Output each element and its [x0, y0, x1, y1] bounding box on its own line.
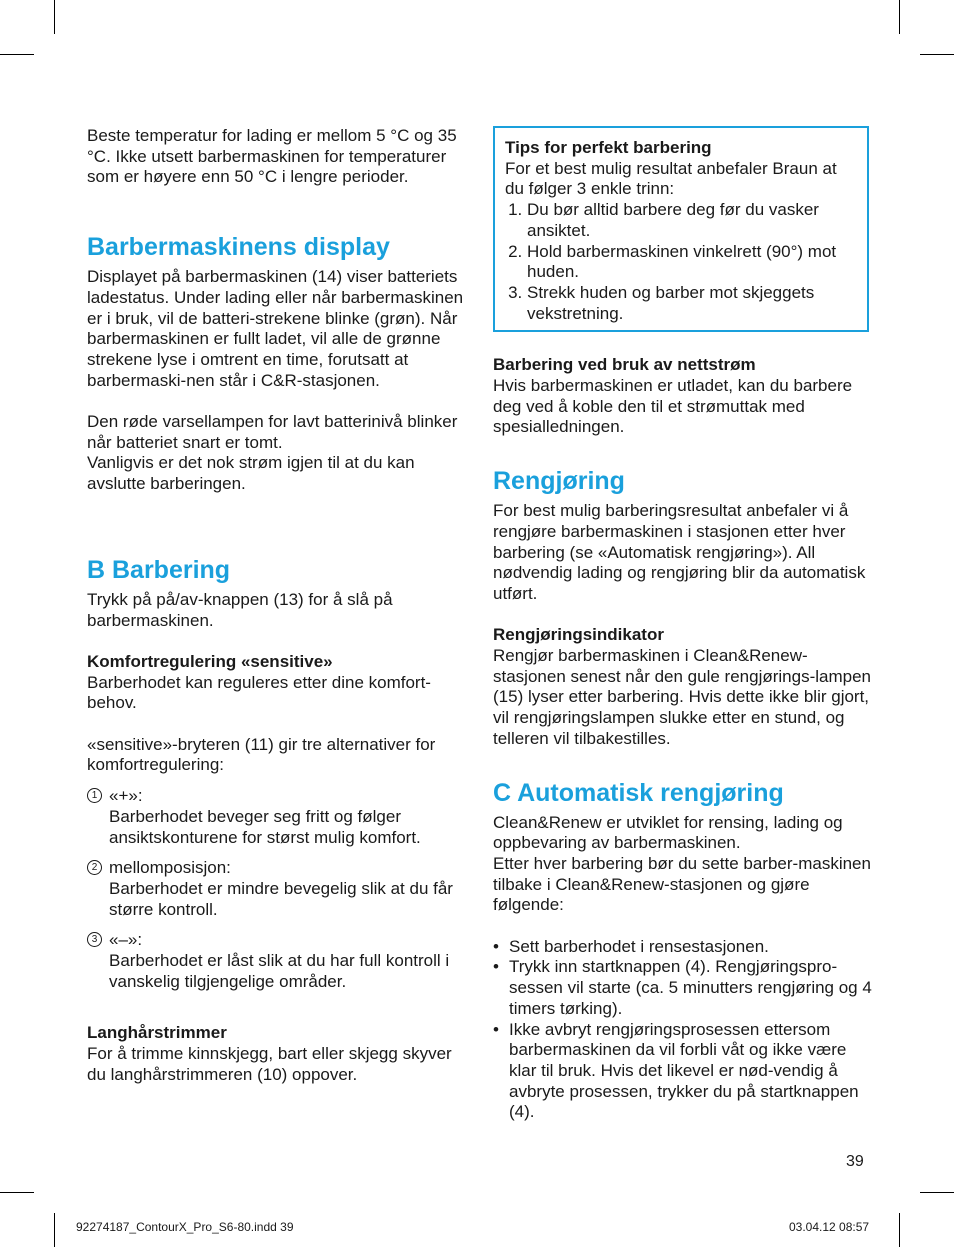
comfort-option-3: [87, 930, 467, 992]
shaving-heading: B Barbering: [87, 555, 231, 584]
trimmer-paragraph: For å trimme kinnskjegg, bart eller skjegg skyver du langhårstrimmeren (10) oppover.: [87, 1044, 452, 1084]
tip-item: 3. Strekk huden og barber mot skjeggets vekstretning.: [527, 283, 857, 324]
auto-cleaning-list: [493, 937, 873, 1123]
tip-item: 2. Hold barbermaskinen vinkelrett (90°) mot huden.: [527, 242, 857, 283]
list-item: • Ikke avbryt rengjøringsprosessen ettersom barbermaskinen da vil forbli våt og ikke være klar til bruk. Hvis det likevel er nød-vendig å avbryte prosessen, trykker du på startknappen (4).: [493, 1019, 859, 1122]
crop-mark: [920, 54, 954, 55]
footer-file: 92274187_ContourX_Pro_S6-80.indd 39: [76, 1220, 294, 1234]
left-column: [87, 126, 467, 1086]
crop-mark: [0, 54, 34, 55]
list-item: • Sett barberhodet i rensestasjonen.: [493, 936, 769, 956]
option-label: mellomposisjon:: [109, 858, 231, 878]
comfort-title: Komfortregulering «sensitive»: [87, 651, 333, 671]
intro-paragraph: Beste temperatur for lading er mellom 5 °C og 35 °C. Ikke utsett barbermaskinen for temperaturer som er høyere enn 50 °C i lengre perioder.: [87, 126, 457, 187]
crop-mark: [54, 0, 55, 34]
right-column: [493, 126, 873, 1123]
trimmer-title: Langhårstrimmer: [87, 1023, 227, 1043]
comfort-options-intro: «sensitive»-bryteren (11) gir tre alternativer for komfortregulering:: [87, 734, 436, 775]
crop-mark: [920, 1192, 954, 1193]
tips-box: [493, 126, 869, 332]
crop-mark: [54, 1213, 55, 1247]
tip-item: 1. Du bør alltid barbere deg før du vasker ansiktet.: [527, 200, 857, 241]
display-paragraph: Displayet på barbermaskinen (14) viser batteriets ladestatus. Under lading eller når barbermaskinen er i bruk, vil de batteri-strekene blinke (grøn). Når barbermaskinen er fullt ladet, vil alle de grønne strekene lyse i omtrent en time, forutsatt at barbermaski-nen står i C&R-stasjonen.: [87, 267, 464, 390]
tips-intro: For et best mulig resultat anbefaler Braun at du følger 3 enkle trinn:: [505, 158, 837, 199]
cleaning-heading: Rengjøring: [493, 467, 625, 496]
display-heading: Barbermaskinens display: [87, 233, 390, 262]
auto-cleaning-paragraph: Clean&Renew er utviklet for rensing, lading og oppbevaring av barbermaskinen.: [493, 812, 843, 853]
low-battery-paragraph: Den røde varsellampen for lavt batterinivå blinker når batteriet snart er tomt.: [87, 412, 458, 452]
indicator-paragraph: Rengjør barbermaskinen i Clean&Renew-stasjonen senest når den gule rengjørings-lampen (15) lyser etter barbering. Hvis dette ikke blir gjort, vil rengjøringslampen slukke etter en stund, og telleren vil tilbakestilles.: [493, 646, 872, 748]
footer-date: 03.04.12 08:57: [789, 1220, 870, 1234]
comfort-option-2: [87, 858, 467, 920]
auto-cleaning-instructions: Etter hver barbering bør du sette barber-maskinen tilbake i Clean&Renew-stasjonen og gjøre følgende:: [493, 853, 871, 915]
tips-title: Tips for perfekt barbering: [505, 138, 712, 157]
crop-mark: [899, 0, 900, 34]
crop-mark: [899, 1213, 900, 1247]
crop-mark: [0, 1192, 34, 1193]
mains-paragraph: Hvis barbermaskinen er utladet, kan du barbere deg ved å koble den til et strømuttak med spesialledningen.: [493, 376, 853, 437]
option-number-icon: 2: [87, 860, 102, 875]
option-number-icon: 1: [87, 788, 102, 803]
page-number: 39: [846, 1153, 864, 1170]
list-item: • Trykk inn startknappen (4). Rengjøringspro-sessen vil starte (ca. 5 minutters rengjøring og 4 timers tørking).: [493, 957, 872, 1018]
option-text: Barberhodet er mindre bevegelig slik at du får større kontroll.: [109, 878, 453, 919]
auto-cleaning-heading: C Automatisk rengjøring: [493, 778, 784, 807]
tips-list: [505, 200, 857, 324]
option-label: «+»:: [109, 786, 143, 806]
shaving-paragraph: Trykk på på/av-knappen (13) for å slå på barbermaskinen.: [87, 589, 393, 630]
option-text: Barberhodet beveger seg fritt og følger ansiktskonturene for størst mulig komfort.: [109, 806, 421, 847]
comfort-paragraph: Barberhodet kan reguleres etter dine komfort-behov.: [87, 672, 431, 713]
indicator-title: Rengjøringsindikator: [493, 625, 664, 645]
option-number-icon: 3: [87, 932, 102, 947]
mains-title: Barbering ved bruk av nettstrøm: [493, 355, 756, 375]
cleaning-paragraph: For best mulig barberingsresultat anbefaler vi å rengjøre barbermaskinen i stasjonen etter hver barbering (se «Automatisk rengjøring»). All nødvendig lading og rengjøring blir da automatisk utført.: [493, 501, 866, 603]
option-text: Barberhodet er låst slik at du har full kontroll i vanskelig tilgjengelige områder.: [109, 951, 450, 991]
option-label: «–»:: [109, 930, 143, 950]
comfort-option-1: [87, 786, 467, 848]
low-battery-note: Vanligvis er det nok strøm igjen til at du kan avslutte barberingen.: [87, 453, 415, 494]
